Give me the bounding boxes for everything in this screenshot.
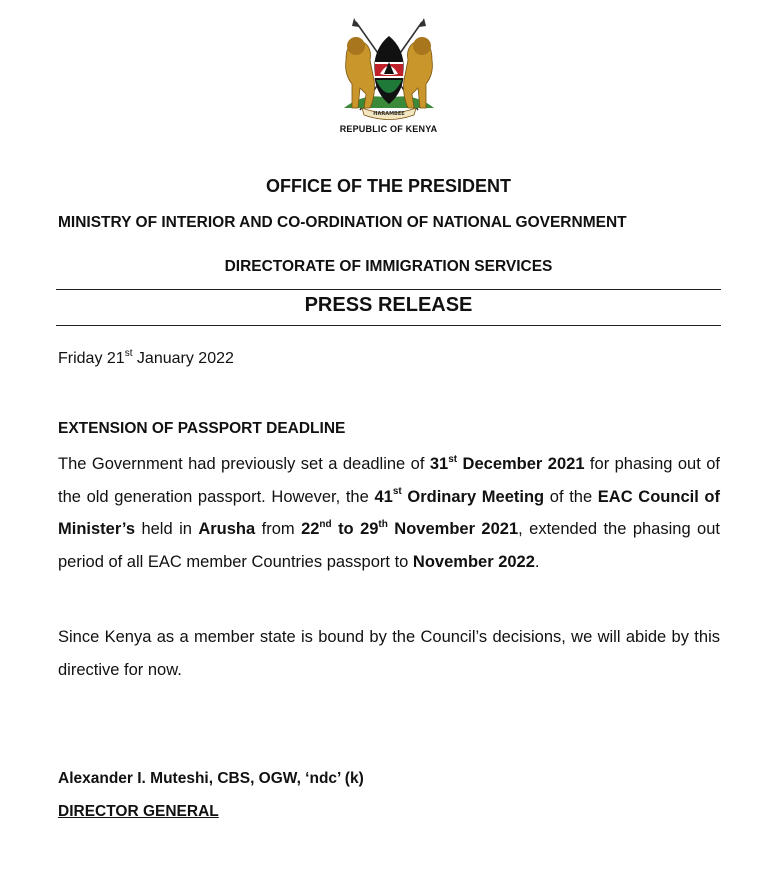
divider-bottom	[56, 325, 721, 326]
new-deadline: November 2022	[412, 552, 535, 571]
body-paragraph-2: Since Kenya as a member state is bound by the Council’s decisions, we will abide by this directive for now.	[58, 628, 720, 679]
signatory-name: Alexander I. Muteshi, CBS, OGW, ‘ndc’ (k)	[58, 770, 364, 787]
office-title: OFFICE OF THE PRESIDENT	[265, 176, 511, 196]
ministry-title: MINISTRY OF INTERIOR AND CO-ORDINATION OF NATIONAL GOVERNMENT	[58, 214, 627, 231]
release-date: Friday 21st January 2022	[58, 347, 234, 367]
section-heading: EXTENSION OF PASSPORT DEADLINE	[58, 420, 346, 437]
signatory-title: DIRECTOR GENERAL	[58, 803, 219, 820]
directorate-title: DIRECTORATE OF IMMIGRATION SERVICES	[224, 258, 553, 275]
press-release-heading: PRESS RELEASE	[304, 294, 473, 316]
council-name: EAC Council of Minister’s	[58, 487, 721, 538]
meeting-dates: 22nd to 29th November 2021	[301, 518, 519, 538]
divider-top	[56, 289, 721, 290]
body-paragraph-1: The Government had previously set a deadline of 31st December 2021 for phasing out of the old generation passport. However, the 41st Ordinary Meeting of the EAC Council of Minister’s held in Arusha from 22nd to 29th November 2021, extended the phasing out period of all EAC member Countries passport to November 2022.	[58, 453, 721, 571]
meeting-place: Arusha	[198, 520, 256, 538]
emblem-motto: HARAMBEE	[373, 111, 405, 117]
meeting-name: 41st Ordinary Meeting	[374, 486, 545, 506]
republic-label: REPUBLIC OF KENYA	[339, 124, 438, 134]
deadline-date: 31st December 2021	[429, 453, 585, 473]
kenya-coat-of-arms-icon	[334, 18, 444, 122]
